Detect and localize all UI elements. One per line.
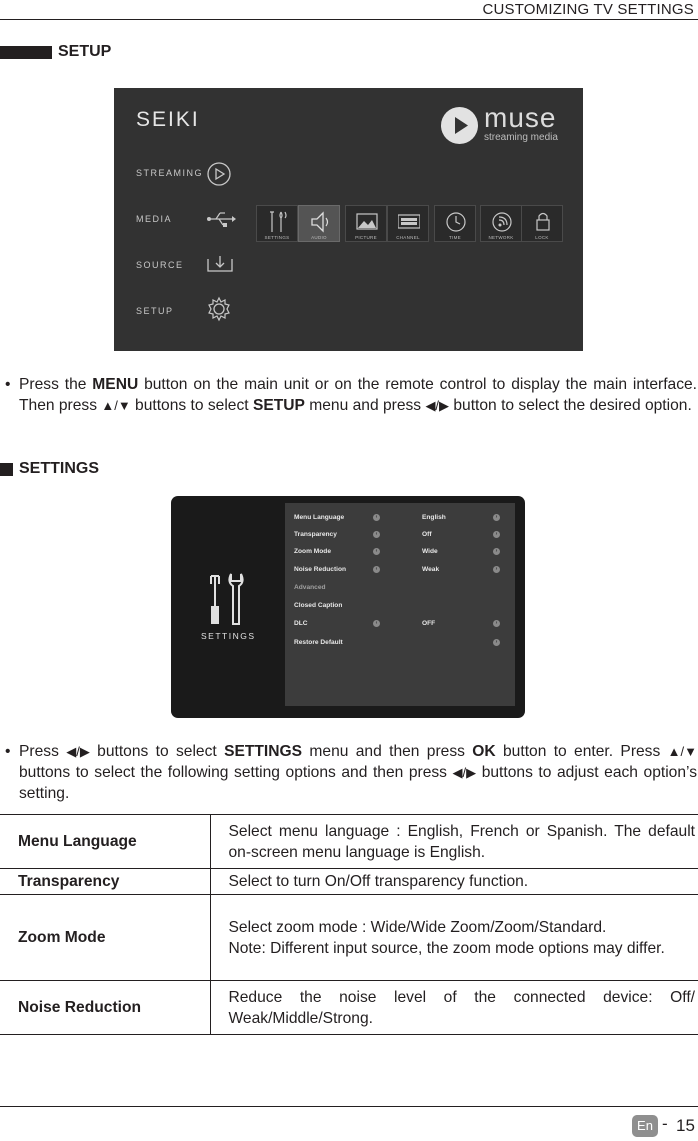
text-run: buttons to adjust each option’s setting. (19, 764, 697, 802)
picture-icon (356, 210, 378, 234)
option-description (210, 869, 698, 895)
instruction-text (19, 374, 697, 416)
page-title: CUSTOMIZING TV SETTINGS (482, 1, 694, 18)
table-row (0, 869, 698, 895)
tile-label: AUDIO (311, 235, 327, 240)
footer-divider (0, 1106, 698, 1107)
speaker-icon (309, 210, 331, 234)
text-run: button to enter. Press (495, 743, 668, 760)
lock-icon (532, 210, 554, 234)
setting-row-advanced (294, 584, 504, 596)
chevron-right-icon[interactable]: › (493, 514, 500, 521)
instruction-settings (0, 741, 698, 807)
instruction-setup (0, 374, 698, 440)
gear-icon (206, 296, 234, 320)
menu-item-media[interactable]: MEDIA (136, 214, 173, 224)
row-value: Off (422, 531, 432, 538)
menu-key: MENU (92, 376, 139, 393)
language-badge: En (632, 1115, 658, 1137)
heading-bar (0, 46, 52, 59)
chevron-right-icon[interactable]: › (493, 548, 500, 555)
setting-row-closed-caption[interactable] (294, 602, 504, 614)
chevron-right-icon[interactable]: › (493, 620, 500, 627)
description-line: Reduce the noise level of the connected device: Off/ Weak/Middle/Strong. (228, 988, 695, 1027)
row-value: Weak (422, 566, 440, 573)
chevron-left-icon[interactable]: ‹ (373, 531, 380, 538)
play-icon (206, 161, 234, 185)
text-run: buttons to select (89, 743, 225, 760)
table-row (0, 895, 698, 981)
setup-menu-screenshot (114, 88, 583, 351)
option-name: Noise Reduction (0, 981, 210, 1035)
options-table (0, 814, 698, 1035)
row-name: Menu Language (294, 514, 345, 521)
input-icon (206, 254, 234, 278)
setting-row-restore-default[interactable] (294, 639, 504, 651)
tile-audio[interactable] (298, 205, 340, 242)
seiki-logo: SEIKI (136, 108, 200, 131)
option-name: Zoom Mode (0, 895, 210, 981)
setup-heading (0, 43, 111, 61)
option-name: Transparency (0, 869, 210, 895)
row-name: Transparency (294, 531, 337, 538)
option-description (210, 815, 698, 869)
network-icon (491, 210, 513, 234)
chevron-left-icon[interactable]: ‹ (373, 566, 380, 573)
row-value: OFF (422, 620, 436, 627)
row-value: English (422, 514, 446, 521)
setting-row-zoom-mode[interactable] (294, 548, 504, 560)
row-name: DLC (294, 620, 308, 627)
tile-lock[interactable] (521, 205, 563, 242)
description-line: Select menu language : English, French or Spanish. The default on-screen menu language is English. (228, 822, 695, 861)
option-name: Menu Language (0, 815, 210, 869)
option-description (210, 981, 698, 1035)
tile-label: PICTURE (355, 235, 377, 240)
setting-row-transparency[interactable] (294, 531, 504, 543)
bullet-dot: • (5, 376, 11, 393)
up-down-arrows-icon: ▲/▼ (101, 398, 131, 413)
settings-heading-text: SETTINGS (19, 460, 100, 477)
muse-subtitle: streaming media (484, 132, 558, 143)
tile-label: NETWORK (488, 235, 514, 240)
settings-key: SETTINGS (224, 743, 303, 760)
row-name: Advanced (294, 584, 326, 591)
row-name: Restore Default (294, 639, 343, 646)
chevron-left-icon[interactable]: ‹ (373, 620, 380, 627)
tile-label: LOCK (535, 235, 549, 240)
chevron-right-icon[interactable]: › (493, 639, 500, 646)
text-run: menu and then press (302, 743, 473, 760)
description-line: Select to turn On/Off transparency function. (228, 873, 529, 890)
muse-logo-icon (441, 107, 478, 144)
row-value: Wide (422, 548, 438, 555)
tile-label: SETTINGS (264, 235, 290, 240)
tools-icon (207, 572, 247, 633)
text-run: buttons to select the following setting options and then press (19, 764, 453, 781)
tile-time[interactable] (434, 205, 476, 242)
chevron-left-icon[interactable]: ‹ (373, 548, 380, 555)
muse-logo-text: muse (484, 102, 557, 133)
left-right-arrows-icon: ◀/▶ (425, 398, 450, 413)
up-down-arrows-icon: ▲/▼ (667, 744, 697, 759)
settings-menu-screenshot (171, 496, 525, 718)
settings-panel (285, 503, 515, 706)
settings-label: SETTINGS (201, 631, 256, 641)
chevron-right-icon[interactable]: › (493, 531, 500, 538)
text-run: buttons to select (130, 397, 253, 414)
tile-label: TIME (449, 235, 461, 240)
text-run: menu and press (304, 397, 426, 414)
row-name: Noise Reduction (294, 566, 347, 573)
menu-item-setup[interactable]: SETUP (136, 306, 174, 316)
clock-icon (445, 210, 467, 234)
tile-picture[interactable] (345, 205, 387, 242)
setting-row-dlc[interactable] (294, 620, 504, 632)
left-right-arrows-icon: ◀/▶ (66, 744, 90, 759)
left-right-arrows-icon: ◀/▶ (452, 765, 477, 780)
setting-row-noise-reduction[interactable] (294, 566, 504, 578)
menu-item-source[interactable]: SOURCE (136, 260, 184, 270)
tile-network[interactable] (480, 205, 522, 242)
setting-row-menu-language[interactable] (294, 514, 504, 526)
page-header (0, 0, 698, 20)
tools-icon (267, 210, 289, 234)
instruction-text (19, 741, 697, 804)
heading-bar (0, 463, 13, 476)
option-description (210, 895, 698, 981)
settings-heading (0, 460, 99, 478)
setup-heading-text: SETUP (58, 43, 112, 60)
page-number: 15 (676, 1116, 695, 1135)
description-line: Note: Different input source, the zoom mode options may differ. (228, 939, 665, 957)
tile-label: CHANNEL (396, 235, 420, 240)
tile-channel[interactable] (387, 205, 429, 242)
text-run: Press the (19, 376, 93, 393)
chevron-right-icon[interactable]: › (493, 566, 500, 573)
chevron-left-icon[interactable]: ‹ (373, 514, 380, 521)
row-name: Zoom Mode (294, 548, 331, 555)
ok-key: OK (472, 743, 496, 760)
text-run: Press (19, 743, 67, 760)
table-row (0, 981, 698, 1035)
table-row (0, 815, 698, 869)
text-run: button on the main unit or on the remote control to display the main interface. Then press (19, 376, 698, 414)
usb-icon (206, 208, 234, 232)
menu-item-streaming[interactable]: STREAMING (136, 168, 204, 178)
tile-settings[interactable] (256, 205, 298, 242)
description-line: Select zoom mode : Wide/Wide Zoom/Zoom/Standard. (228, 918, 607, 936)
page-dash: - (662, 1114, 668, 1133)
channel-icon (398, 210, 420, 234)
text-run: button to select the desired option. (449, 397, 692, 414)
row-name: Closed Caption (294, 602, 343, 609)
setup-key: SETUP (252, 397, 305, 414)
bullet-dot: • (5, 743, 11, 760)
